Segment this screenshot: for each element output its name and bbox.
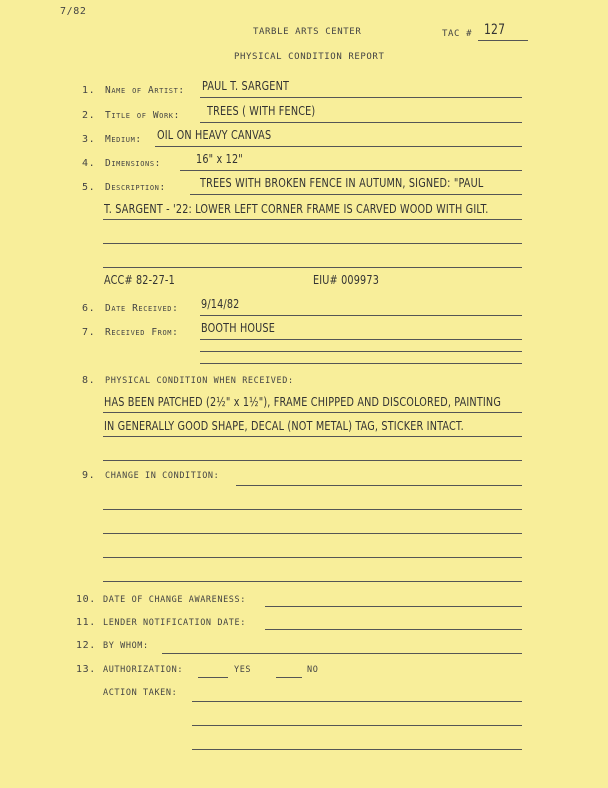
title-line — [200, 122, 522, 123]
authorization-yes-label: YES — [234, 665, 252, 675]
description-value-line-2: T. SARGENT - '22: LOWER LEFT CORNER FRAME IS CARVED WOOD WITH GILT. — [104, 201, 489, 216]
org-name: TARBLE ARTS CENTER — [253, 27, 362, 37]
action-taken-label: ACTION TAKEN: — [103, 688, 178, 698]
tac-label: TAC # — [442, 29, 473, 39]
authorization-no-label: NO — [307, 665, 319, 675]
description-line-3 — [103, 243, 522, 244]
description-value-line-1: TREES WITH BROKEN FENCE IN AUTUMN, SIGNED: "PAUL — [200, 175, 484, 190]
field-4-number: 4. — [82, 158, 96, 169]
change-condition-line-5 — [103, 581, 522, 582]
received-from-line-2 — [200, 351, 522, 352]
description-line-1 — [190, 194, 522, 195]
medium-line — [155, 146, 522, 147]
physical-condition-line-2 — [103, 436, 522, 437]
field-1-number: 1. — [82, 85, 96, 96]
date-received-line — [200, 315, 522, 316]
received-from-line-3 — [200, 363, 522, 364]
change-condition-line-1 — [236, 485, 522, 486]
field-3-number: 3. — [82, 134, 96, 145]
field-6-number: 6. — [82, 303, 96, 314]
dimensions-line — [180, 170, 522, 171]
tac-underline — [478, 40, 528, 41]
description-label: Description: — [105, 182, 166, 193]
title-label: Title of Work: — [105, 110, 180, 121]
physical-condition-value-line-1: HAS BEEN PATCHED (2½" x 1½"), FRAME CHIPPED AND DISCOLORED, PAINTING — [104, 394, 502, 409]
date-received-value: 9/14/82 — [201, 296, 240, 311]
artist-label: Name of Artist: — [105, 85, 185, 96]
field-12-number: 12. — [76, 640, 96, 651]
field-10-number: 10. — [76, 594, 96, 605]
physical-condition-line-3 — [103, 460, 522, 461]
field-8-number: 8. — [82, 375, 96, 386]
description-line-2 — [103, 219, 522, 220]
authorization-no-blank — [276, 677, 302, 678]
change-condition-line-2 — [103, 509, 522, 510]
tac-number: 127 — [484, 22, 506, 38]
title-value: TREES ( WITH FENCE) — [207, 103, 316, 118]
action-taken-line-1 — [192, 701, 522, 702]
received-from-value: BOOTH HOUSE — [201, 320, 276, 335]
change-awareness-line — [265, 606, 522, 607]
change-condition-label: CHANGE IN CONDITION: — [105, 471, 220, 481]
action-taken-line-2 — [192, 725, 522, 726]
form-date-code: 7/82 — [60, 6, 87, 17]
field-9-number: 9. — [82, 470, 96, 481]
field-11-number: 11. — [76, 617, 96, 628]
field-7-number: 7. — [82, 327, 96, 338]
change-condition-line-3 — [103, 533, 522, 534]
field-5-number: 5. — [82, 182, 96, 193]
by-whom-line — [162, 653, 522, 654]
by-whom-label: BY WHOM: — [103, 641, 149, 651]
eiu-number: EIU# 009973 — [313, 272, 380, 287]
description-line-4 — [103, 267, 522, 268]
change-condition-line-4 — [103, 557, 522, 558]
received-from-label: Received From: — [105, 327, 179, 338]
physical-condition-value-line-2: IN GENERALLY GOOD SHAPE, DECAL (NOT METAL) TAG, STICKER INTACT. — [104, 418, 464, 433]
received-from-line-1 — [200, 339, 522, 340]
lender-notification-label: LENDER NOTIFICATION DATE: — [103, 618, 246, 628]
physical-condition-line-1 — [103, 412, 522, 413]
field-2-number: 2. — [82, 110, 96, 121]
change-awareness-label: DATE OF CHANGE AWARENESS: — [103, 595, 246, 605]
field-13-number: 13. — [76, 664, 96, 675]
dimensions-value: 16" x 12" — [196, 151, 243, 166]
action-taken-line-3 — [192, 749, 522, 750]
medium-value: OIL ON HEAVY CANVAS — [157, 127, 272, 142]
artist-value: PAUL T. SARGENT — [202, 78, 290, 93]
artist-line — [200, 97, 522, 98]
dimensions-label: Dimensions: — [105, 158, 161, 169]
lender-notification-line — [265, 629, 522, 630]
authorization-yes-blank — [198, 677, 228, 678]
date-received-label: Date Received: — [105, 303, 179, 314]
medium-label: Medium: — [105, 134, 142, 145]
accession-number: ACC# 82-27-1 — [104, 272, 175, 287]
report-title: PHYSICAL CONDITION REPORT — [234, 52, 385, 62]
physical-condition-label: PHYSICAL CONDITION WHEN RECEIVED: — [105, 376, 294, 386]
authorization-label: AUTHORIZATION: — [103, 665, 184, 675]
